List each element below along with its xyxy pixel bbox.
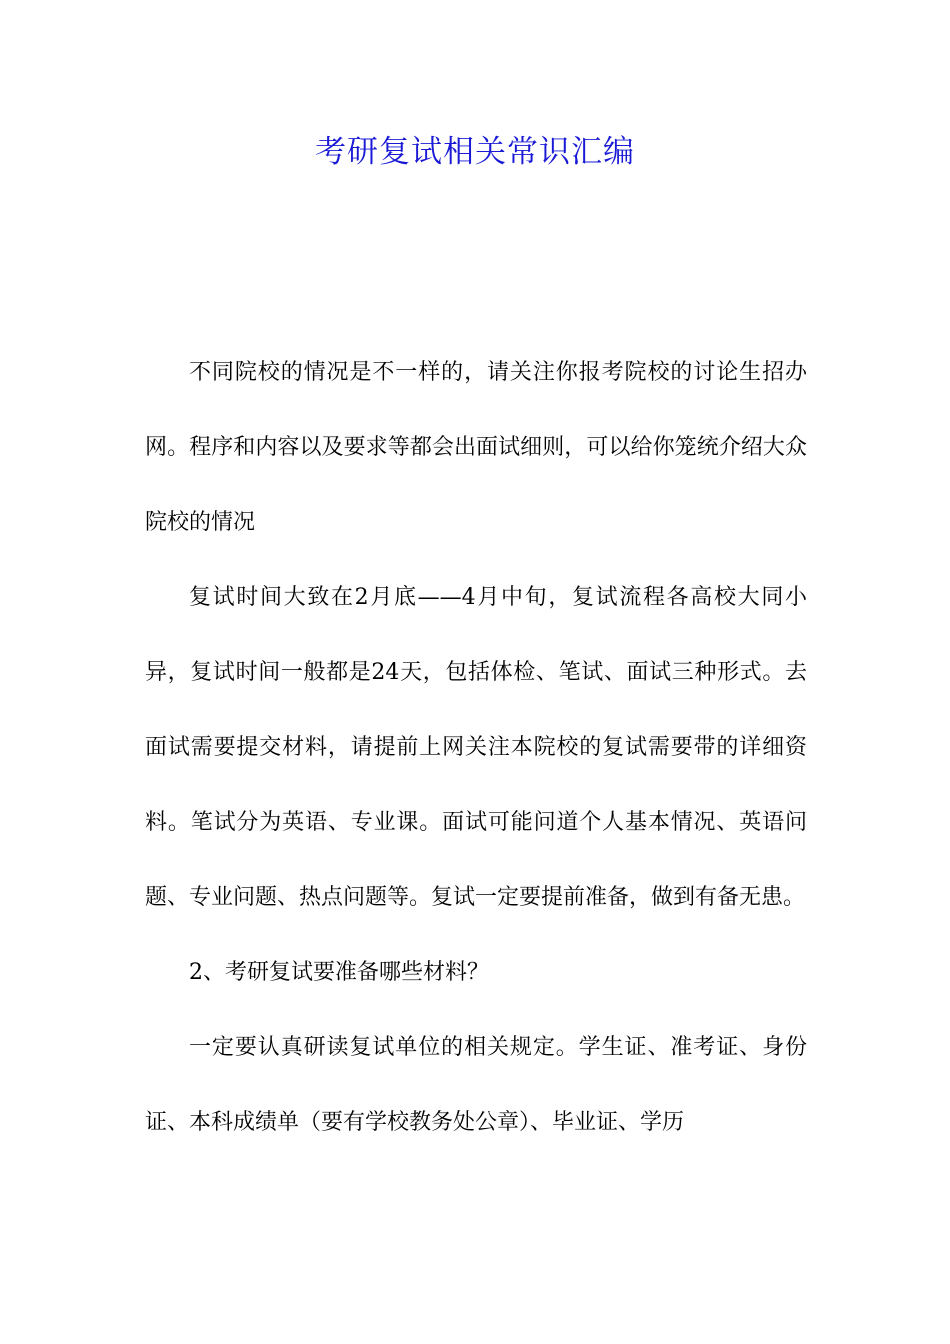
section-heading-materials: 2、考研复试要准备哪些材料？ [189,960,489,985]
paragraph-schedule: 复试时间大致在2月底——4月中旬，复试流程各高校大同小异，复试时间一般都是24天，包括体检、笔试、面试三种形式。去面试需要提交材料，请提前上网关注本院校的复试需要带的详细资料。笔试分为英语、专业课。面试可能问道个人基本情况、英语问题、专业问题、热点问题等。复试一定要提前准备，做到有备无患。 [145,585,807,910]
paragraph-materials: 一定要认真研读复试单位的相关规定。学生证、准考证、身份证、本科成绩单（要有学校教务处公章）、毕业证、学历 [145,1035,807,1135]
paragraph-intro: 不同院校的情况是不一样的，请关注你报考院校的讨论生招办网。程序和内容以及要求等都会出面试细则，可以给你笼统介绍大众院校的情况 [145,360,807,535]
document-title: 考研复试相关常识汇编 [315,134,635,170]
document-body [145,335,807,1160]
